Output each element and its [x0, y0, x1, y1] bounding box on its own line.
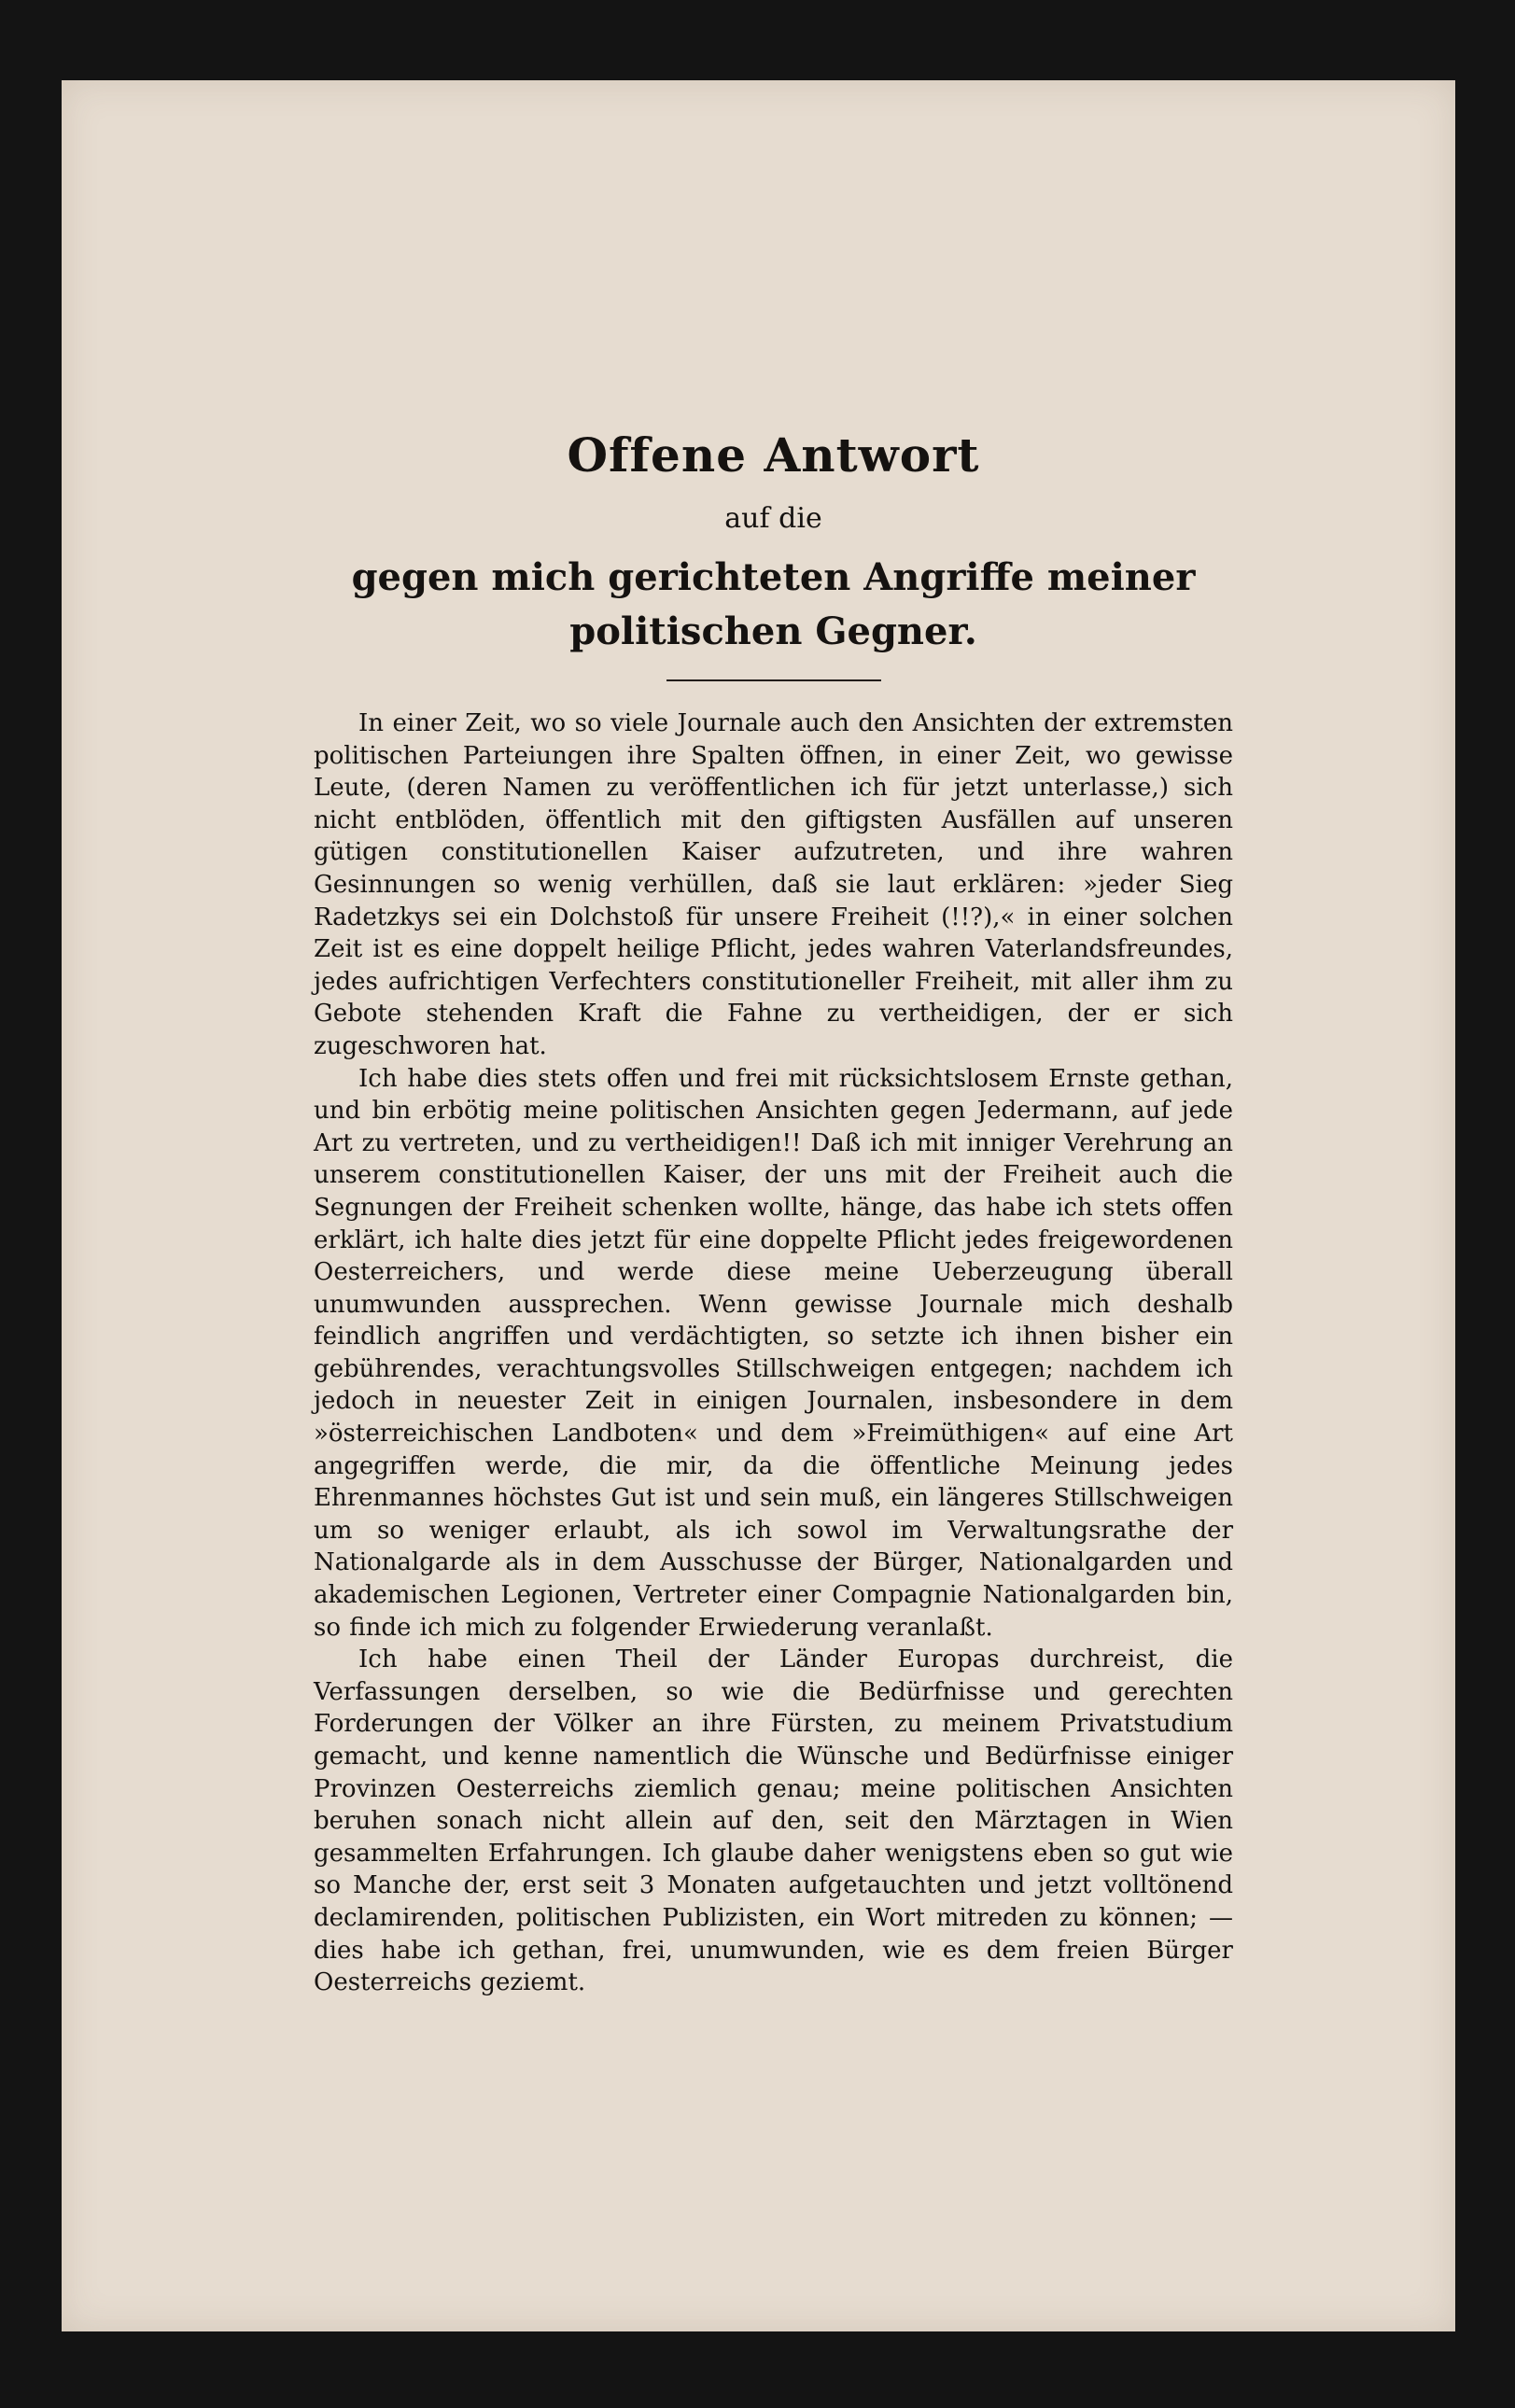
body-text: [314, 707, 1233, 1999]
title-divider: [666, 679, 881, 681]
document-content: [314, 426, 1233, 1999]
subtitle-large: gegen mich gerichteten Angriffe meiner politischen Gegner.: [351, 555, 1196, 653]
subtitle-small: auf die: [724, 502, 822, 535]
paragraph-2: Ich habe dies stets offen und frei mit rücksichtslosem Ernste gethan, und bin erbötig meine politischen Ansichten gegen Jedermann, auf jede Art zu vertreten, und zu vertheidigen!! Daß ich mit inniger Verehrung an unserem constitutionellen Kaiser, der uns mit der Freiheit auch die Segnungen der Freiheit schenken wollte, hänge, das habe ich stets offen erklärt, ich halte dies jetzt für eine doppelte Pflicht jedes freigewordenen Oesterreichers, und werde diese meine Ueberzeugung überall unumwunden aussprechen. Wenn gewisse Journale mich deshalb feindlich angriffen und verdächtigten, so setzte ich ihnen bisher ein gebührendes, verachtungsvolles Stillschweigen entgegen; nachdem ich jedoch in neuester Zeit in einigen Journalen, insbesondere in dem »österreichischen Landboten« und dem »Freimüthigen« auf eine Art angegriffen werde, die mir, da die öffentliche Meinung jedes Ehrenmannes höchstes Gut ist und sein muß, ein längeres Stillschweigen um so weniger erlaubt, als ich sowol im Verwaltungsrathe der Nationalgarde als in dem Ausschusse der Bürger, Nationalgarden und akademischen Legionen, Vertreter einer Compagnie Nationalgarden bin, so finde ich mich zu folgender Erwiederung veranlaßt.: [314, 1064, 1233, 1642]
paragraph-3: Ich habe einen Theil der Länder Europas durchreist, die Verfassungen derselben, so wie die Bedürfnisse und gerechten Forderungen der Völker an ihre Fürsten, zu meinem Privatstudium gemacht, und kenne namentlich die Wünsche und Bedürfnisse einiger Provinzen Oesterreichs ziemlich genau; meine politischen Ansichten beruhen sonach nicht allein auf den, seit den Märztagen in Wien gesammelten Erfahrungen. Ich glaube daher wenigstens eben so gut wie so Manche der, erst seit 3 Monaten aufgetauchten und jetzt volltönend declamirenden, politischen Publizisten, ein Wort mitreden zu können; — dies habe ich gethan, frei, unumwunden, wie es dem freien Bürger Oesterreichs geziemt.: [314, 1645, 1233, 1997]
document-title: Offene Antwort: [567, 427, 980, 483]
paper-sheet: [62, 80, 1455, 2331]
paragraph-1: In einer Zeit, wo so viele Journale auch den Ansichten der extremsten politischen Parteiungen ihre Spalten öffnen, in einer Zeit, wo gewisse Leute, (deren Namen zu veröffentlichen ich für jetzt unterlasse,) sich nicht entblöden, öffentlich mit den giftigsten Ausfällen auf unseren gütigen constitutionellen Kaiser aufzutreten, und ihre wahren Gesinnungen so wenig verhüllen, daß sie laut erklären: »jeder Sieg Radetzkys sei ein Dolchstoß für unsere Freiheit (!!?),« in einer solchen Zeit ist es eine doppelt heilige Pflicht, jedes wahren Vaterlandsfreundes, jedes aufrichtigen Verfechters constitutioneller Freiheit, mit aller ihm zu Gebote stehenden Kraft die Fahne zu vertheidigen, der er sich zugeschworen hat.: [314, 709, 1233, 1060]
